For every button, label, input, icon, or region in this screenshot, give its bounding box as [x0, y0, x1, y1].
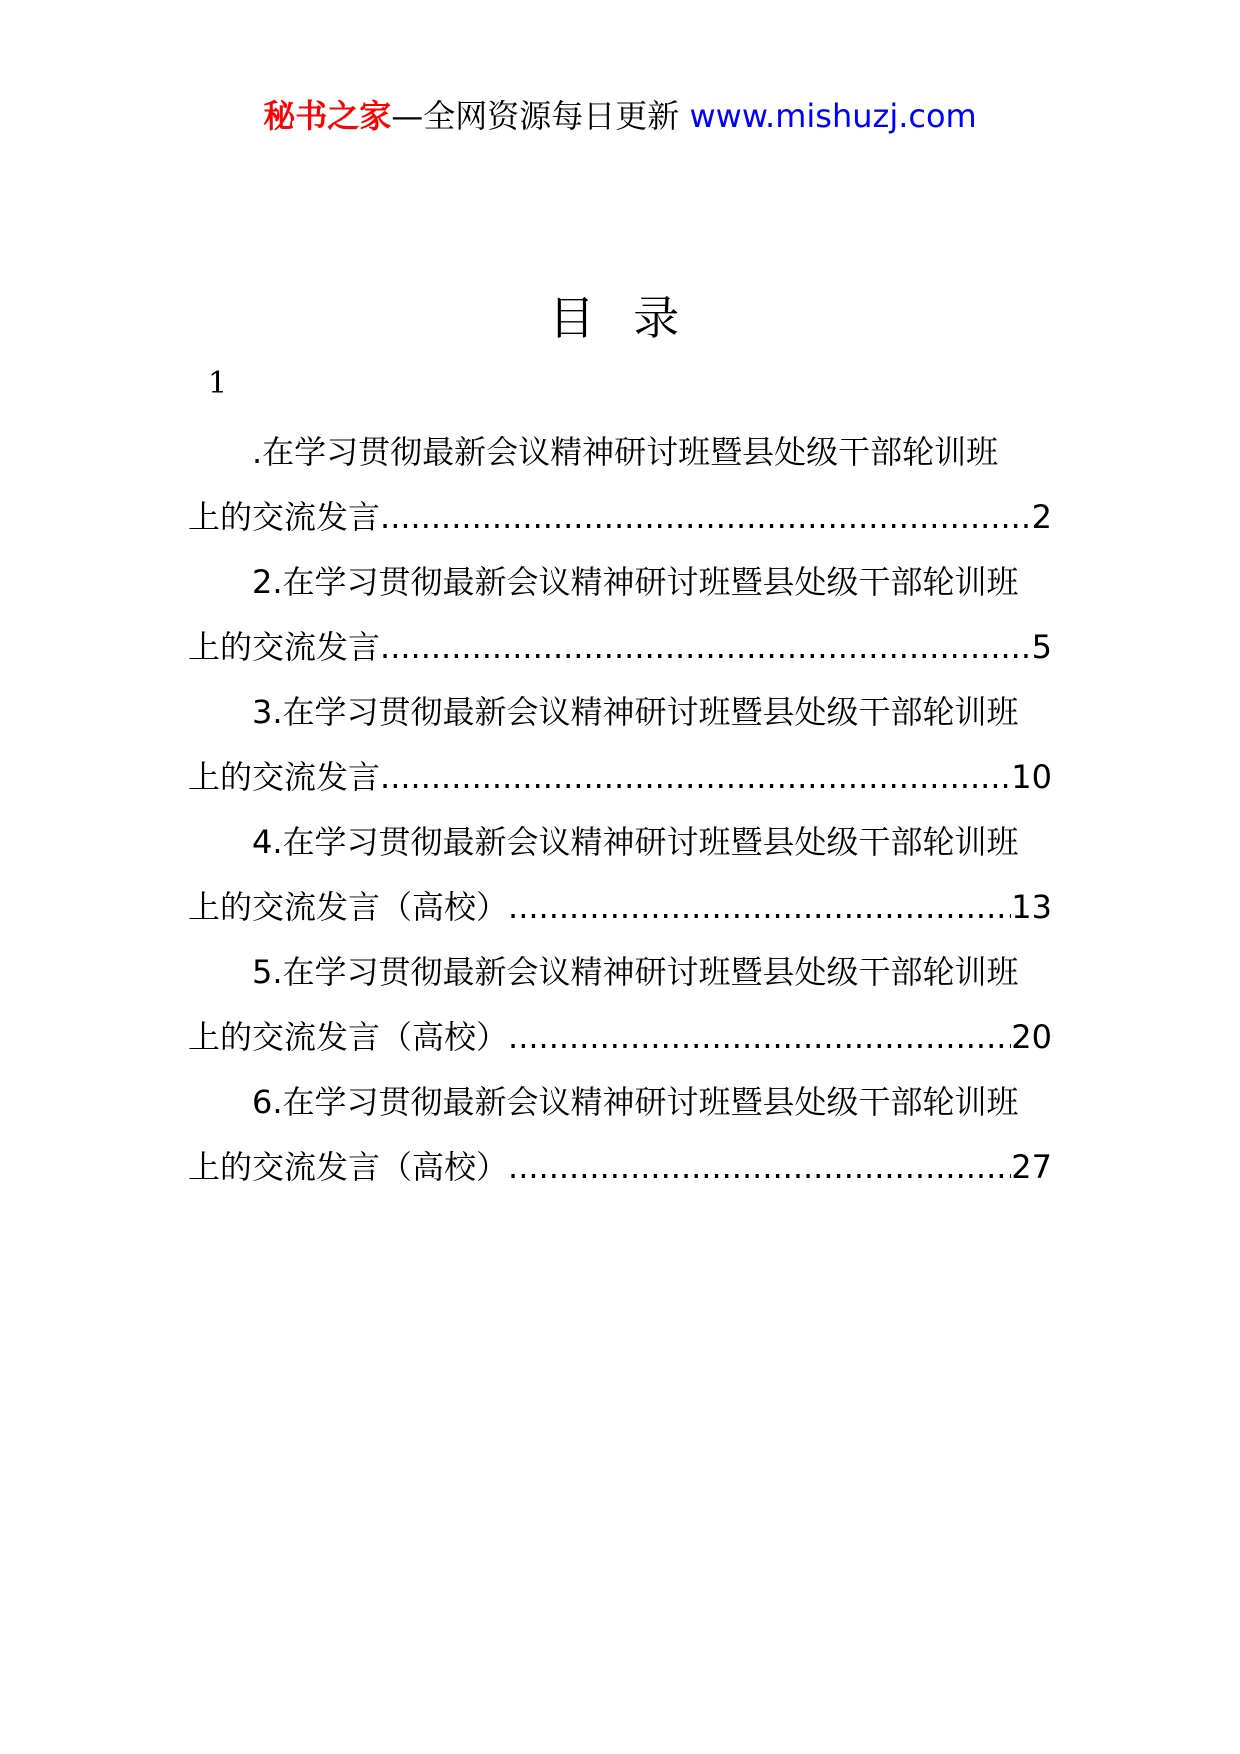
toc-entry-5[interactable]: [188, 940, 1052, 1070]
toc-entry-title: 6.在学习贯彻最新会议精神研讨班暨县处级干部轮训班: [252, 1083, 1019, 1121]
page-header: [0, 96, 1240, 136]
toc-entry-4[interactable]: [188, 810, 1052, 940]
toc-entry-title-continued: 上的交流发言（高校）: [188, 1018, 509, 1056]
toc-entry-leader-line: [188, 485, 1052, 550]
toc-entry-leader-line: [188, 745, 1052, 810]
toc-page-number: 20: [1011, 1018, 1052, 1056]
toc-entry-2[interactable]: [188, 550, 1052, 680]
toc-entry-title-continued: 上的交流发言: [188, 628, 381, 666]
toc-entry-1[interactable]: [188, 420, 1052, 550]
dot-leader: [508, 1135, 1011, 1200]
toc-entry-title-continued: 上的交流发言: [188, 498, 381, 536]
toc-page-number: 27: [1011, 1148, 1052, 1186]
toc-entry-6[interactable]: [188, 1070, 1052, 1200]
brand-name: 秘书之家: [263, 97, 392, 135]
toc-entry-title: .在学习贯彻最新会议精神研讨班暨县处级干部轮训班: [252, 433, 999, 471]
toc-page-number: 13: [1011, 888, 1052, 926]
toc-entry-title: 3.在学习贯彻最新会议精神研讨班暨县处级干部轮训班: [252, 693, 1019, 731]
toc-entry-title: 2.在学习贯彻最新会议精神研讨班暨县处级干部轮训班: [252, 563, 1019, 601]
dot-leader: [508, 875, 1011, 940]
dot-leader: [380, 485, 1032, 550]
toc-entry-title-continued: 上的交流发言: [188, 758, 381, 796]
table-of-contents: [188, 420, 1052, 1200]
toc-entry-leader-line: [188, 1135, 1052, 1200]
dot-leader: [380, 615, 1032, 680]
toc-entry-leader-line: [188, 615, 1052, 680]
toc-entry-title-continued: 上的交流发言（高校）: [188, 1148, 509, 1186]
dot-leader: [508, 1005, 1011, 1070]
toc-page-number: 5: [1031, 628, 1052, 666]
toc-entry-leader-line: [188, 875, 1052, 940]
toc-entry-3[interactable]: [188, 680, 1052, 810]
header-slogan: —全网资源每日更新: [391, 97, 690, 135]
toc-page-number: 10: [1011, 758, 1052, 796]
toc-entry-leader-line: [188, 1005, 1052, 1070]
dot-leader: [380, 745, 1011, 810]
toc-entry-title: 5.在学习贯彻最新会议精神研讨班暨县处级干部轮训班: [252, 953, 1019, 991]
toc-entry-title: 4.在学习贯彻最新会议精神研讨班暨县处级干部轮训班: [252, 823, 1019, 861]
toc-page-number: 2: [1031, 498, 1052, 536]
page-title: 目 录: [548, 291, 692, 345]
header-url-link[interactable]: www.mishuzj.com: [689, 97, 977, 135]
stray-list-number: 1: [208, 366, 228, 401]
toc-entry-title-continued: 上的交流发言（高校）: [188, 888, 509, 926]
